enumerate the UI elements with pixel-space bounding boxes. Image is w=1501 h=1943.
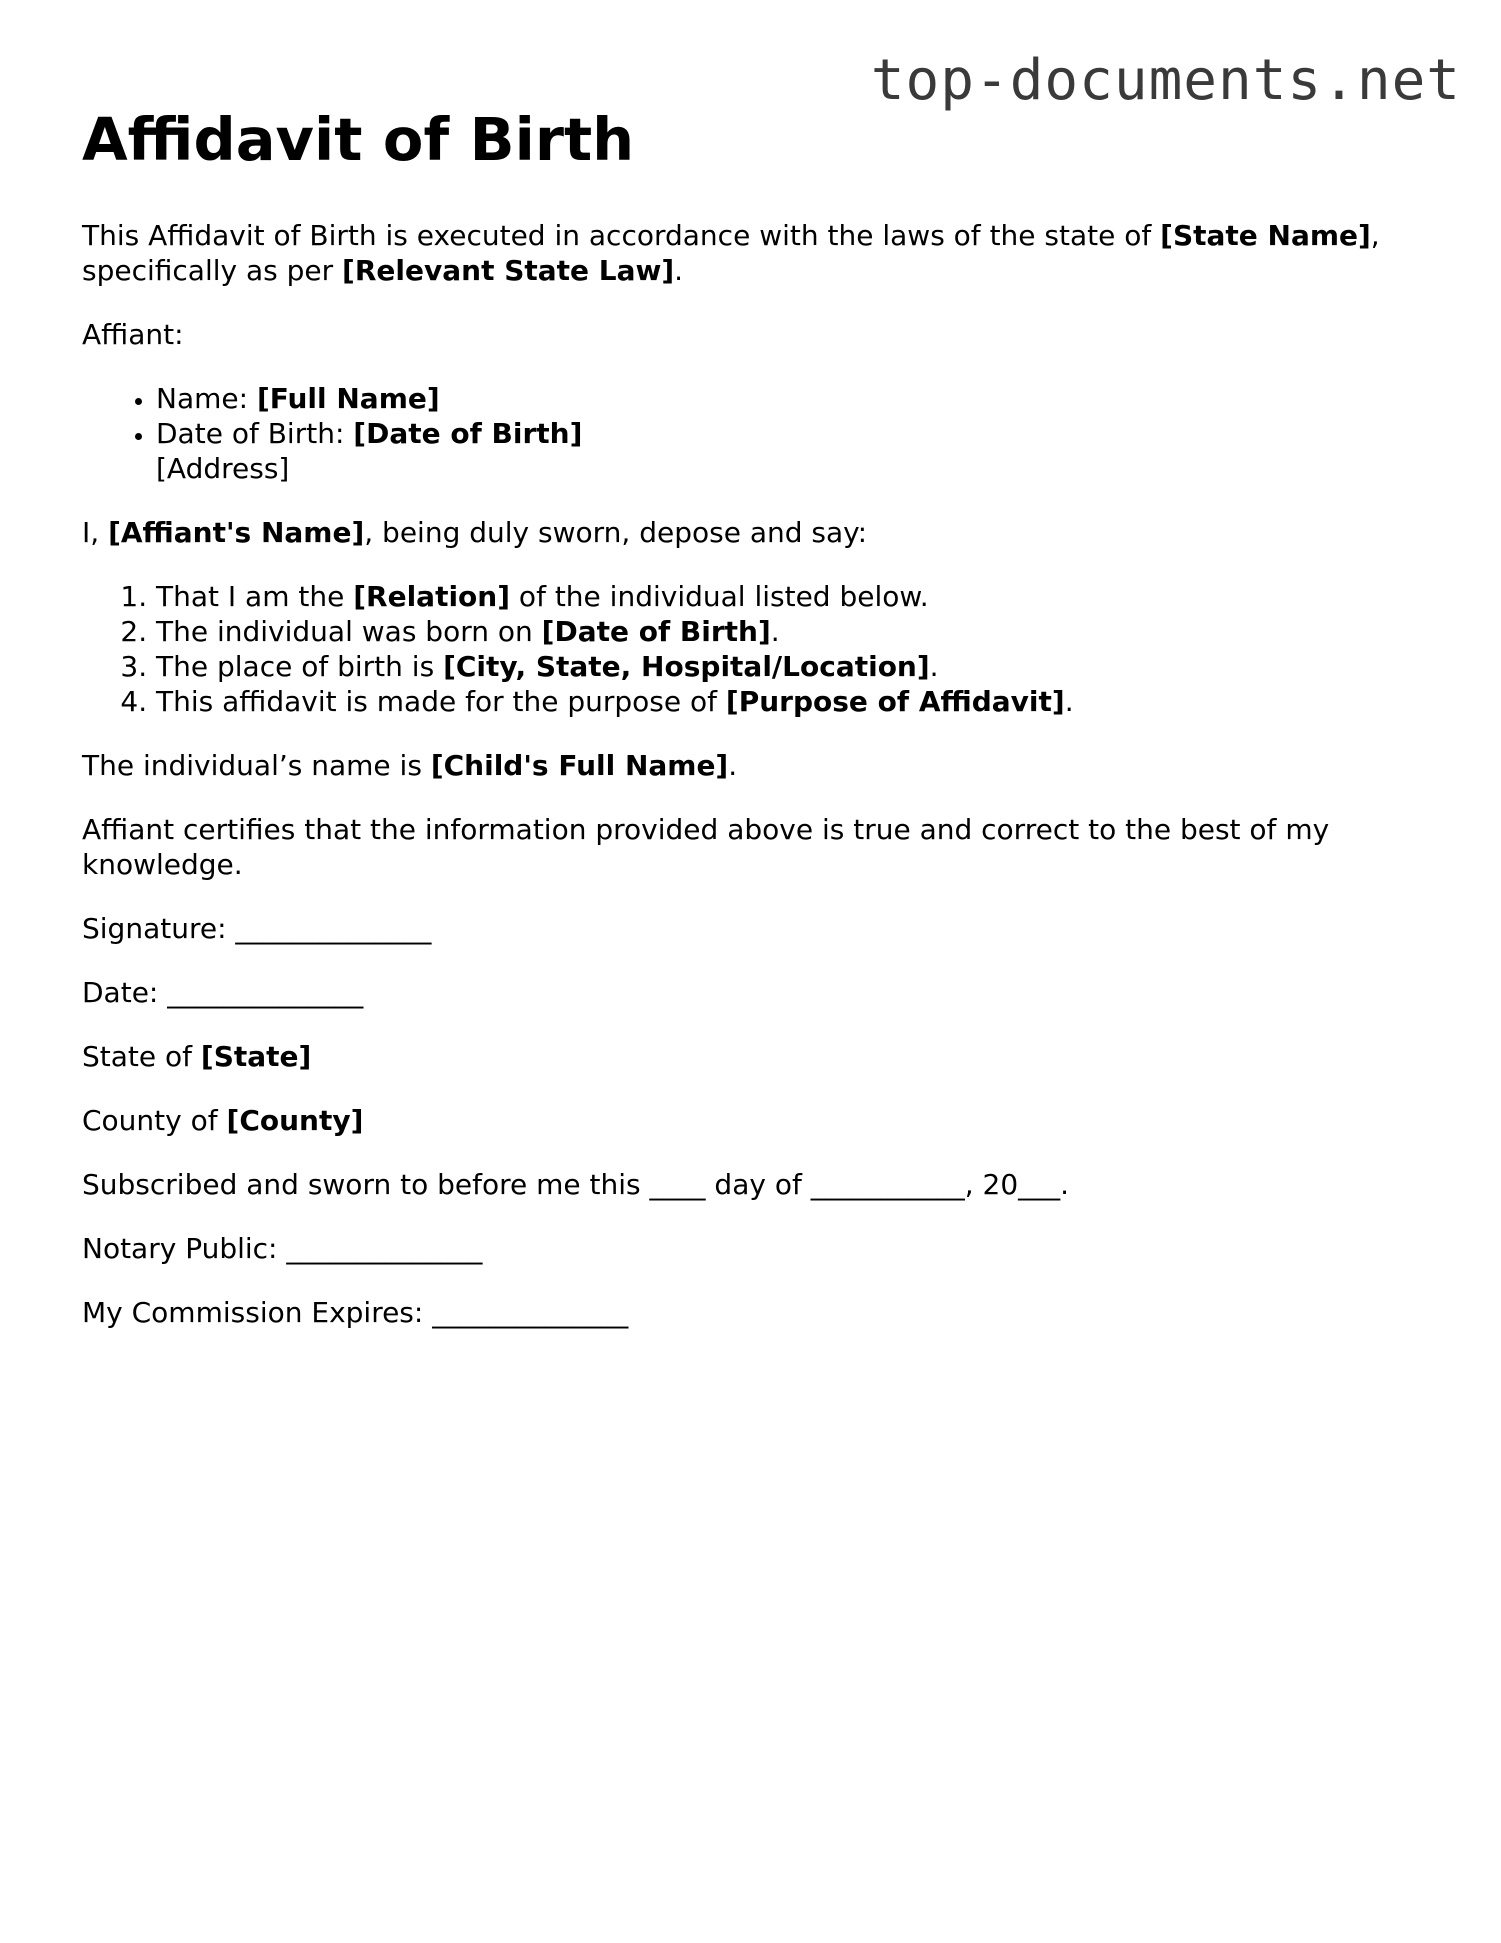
- statement-item: [156, 649, 1442, 684]
- statement-item: [156, 614, 1442, 649]
- statement-item: [156, 684, 1442, 719]
- intro-text-2: , specifically as per: [82, 219, 1380, 287]
- commission-line: My Commission Expires: ______________: [82, 1296, 629, 1329]
- full-name-placeholder: [Full Name]: [256, 382, 440, 415]
- state-name-placeholder: [State Name]: [1160, 219, 1371, 252]
- watermark-logo: top-documents.net: [870, 48, 1461, 113]
- certification-paragraph: Affiant certifies that the information provided above is true and correct to the best of my knowledge.: [82, 813, 1330, 881]
- oath-text-1: I,: [82, 516, 109, 549]
- intro-text-3: .: [674, 254, 684, 287]
- affiant-details-list: [82, 381, 1442, 486]
- state-label: State of: [82, 1040, 201, 1073]
- statements-list: [82, 579, 1442, 719]
- county-placeholder: [County]: [226, 1104, 364, 1137]
- statement-text: .: [770, 615, 780, 648]
- county-line: [82, 1103, 1442, 1138]
- state-placeholder: [State]: [200, 1040, 312, 1073]
- relevant-law-placeholder: [Relevant State Law]: [342, 254, 675, 287]
- purpose-placeholder: [Purpose of Affidavit]: [725, 685, 1065, 718]
- statement-text: That I am the: [156, 580, 354, 613]
- signature-line: Signature: ______________: [82, 912, 432, 945]
- address-placeholder: [Address]: [156, 452, 290, 485]
- birth-place-placeholder: [City, State, Hospital/Location]: [443, 650, 930, 683]
- statement-text: The individual was born on: [156, 615, 542, 648]
- oath-text-2: , being duly sworn, depose and say:: [364, 516, 868, 549]
- document-title: Affidavit of Birth: [82, 105, 635, 174]
- affiant-dob-label: Date of Birth:: [156, 417, 354, 450]
- relation-placeholder: [Relation]: [353, 580, 511, 613]
- oath-paragraph: [82, 515, 1442, 550]
- affiant-name-label: Name:: [156, 382, 257, 415]
- statement-text: The place of birth is: [156, 650, 444, 683]
- statement-item: [156, 579, 1442, 614]
- date-line: Date: ______________: [82, 976, 364, 1009]
- notary-line: Notary Public: ______________: [82, 1232, 483, 1265]
- statement-text: .: [929, 650, 939, 683]
- state-line: [82, 1039, 1442, 1074]
- intro-paragraph: [82, 218, 1442, 288]
- affiant-name-item: [156, 381, 1442, 416]
- child-name-placeholder: [Child's Full Name]: [430, 749, 729, 782]
- individual-text-1: The individual’s name is: [82, 749, 431, 782]
- birth-date-placeholder: [Date of Birth]: [541, 615, 771, 648]
- affiant-dob-item: [156, 416, 1442, 486]
- affiant-label: Affiant:: [82, 318, 184, 351]
- subscribed-line: Subscribed and sworn to before me this ____ day of ___________, 20___.: [82, 1168, 1070, 1201]
- individual-text-2: .: [728, 749, 738, 782]
- intro-text-1: This Affidavit of Birth is executed in accordance with the laws of the state of: [82, 219, 1161, 252]
- individual-name-paragraph: [82, 748, 1442, 783]
- affiant-name-placeholder: [Affiant's Name]: [108, 516, 365, 549]
- statement-text: of the individual listed below.: [510, 580, 929, 613]
- statement-text: .: [1064, 685, 1074, 718]
- document-body: [82, 104, 1442, 1359]
- dob-placeholder: [Date of Birth]: [353, 417, 583, 450]
- county-label: County of: [82, 1104, 227, 1137]
- statement-text: This affidavit is made for the purpose of: [156, 685, 726, 718]
